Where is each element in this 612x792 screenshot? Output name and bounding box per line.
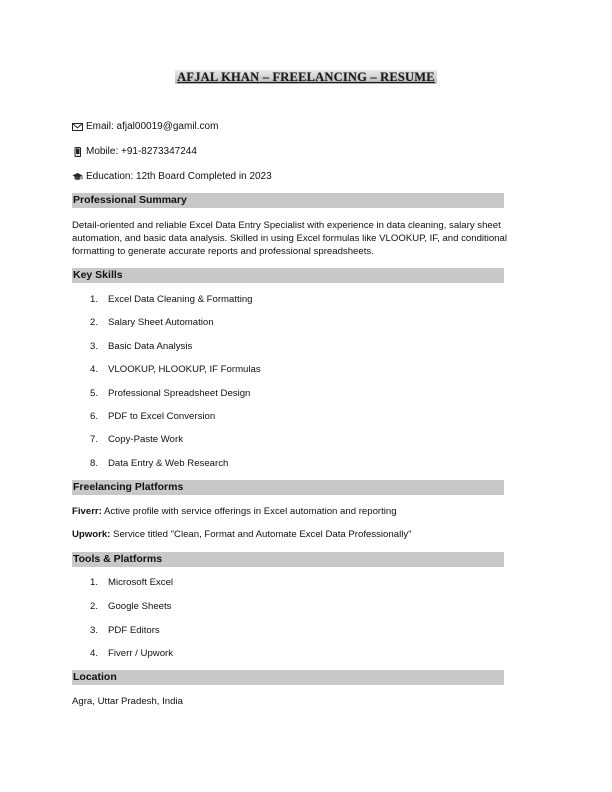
mobile-line	[72, 146, 197, 157]
fiverr-line: Fiverr: Active profile with service offerings in Excel automation and reporting	[72, 506, 397, 517]
list-item: 1. Excel Data Cleaning & Formatting	[90, 294, 253, 305]
location-text: Agra, Uttar Pradesh, India	[72, 696, 183, 707]
section-heading-tools-platforms: Tools & Platforms	[72, 552, 504, 567]
list-item: 6. PDF to Excel Conversion	[90, 411, 216, 422]
section-heading-key-skills: Key Skills	[72, 268, 504, 283]
envelope-icon	[72, 122, 83, 132]
phone-icon	[72, 147, 83, 157]
resume-title	[0, 70, 612, 85]
list-item: 4. Fiverr / Upwork	[90, 648, 174, 659]
list-item: 2. Google Sheets	[90, 601, 172, 612]
section-heading-location: Location	[72, 670, 504, 685]
list-item: 3. PDF Editors	[90, 625, 160, 636]
list-item: 5. Professional Spreadsheet Design	[90, 388, 251, 399]
list-item: 1. Microsoft Excel	[90, 577, 174, 588]
mobile-text: Mobile: +91-8273347244	[86, 146, 197, 157]
list-item: 2. Salary Sheet Automation	[90, 317, 214, 328]
education-line	[72, 171, 272, 182]
upwork-line: Upwork: Service titled "Clean, Format and Automate Excel Data Professionally"	[72, 529, 412, 540]
section-heading-freelancing-platforms: Freelancing Platforms	[72, 480, 504, 495]
list-item: 4. VLOOKUP, HLOOKUP, IF Formulas	[90, 364, 261, 375]
list-item: 3. Basic Data Analysis	[90, 341, 193, 352]
list-item: 8. Data Entry & Web Research	[90, 458, 229, 469]
education-text: Education: 12th Board Completed in 2023	[86, 171, 272, 182]
professional-summary-text: Detail-oriented and reliable Excel Data Entry Specialist with experience in data cleaning, salary sheet automation, and basic data analysis. Skilled in using Excel formulas like VLOOKUP, IF, and conditional formatting to generate accurate reports and professional spreadsheets.	[72, 220, 507, 257]
email-line	[72, 121, 218, 132]
resume-title-text: AFJAL KHAN – FREELANCING – RESUME	[177, 70, 435, 84]
graduation-cap-icon	[72, 172, 83, 182]
email-text: Email: afjal00019@gamil.com	[86, 121, 219, 132]
section-heading-professional-summary: Professional Summary	[72, 193, 504, 208]
list-item: 7. Copy-Paste Work	[90, 434, 183, 445]
